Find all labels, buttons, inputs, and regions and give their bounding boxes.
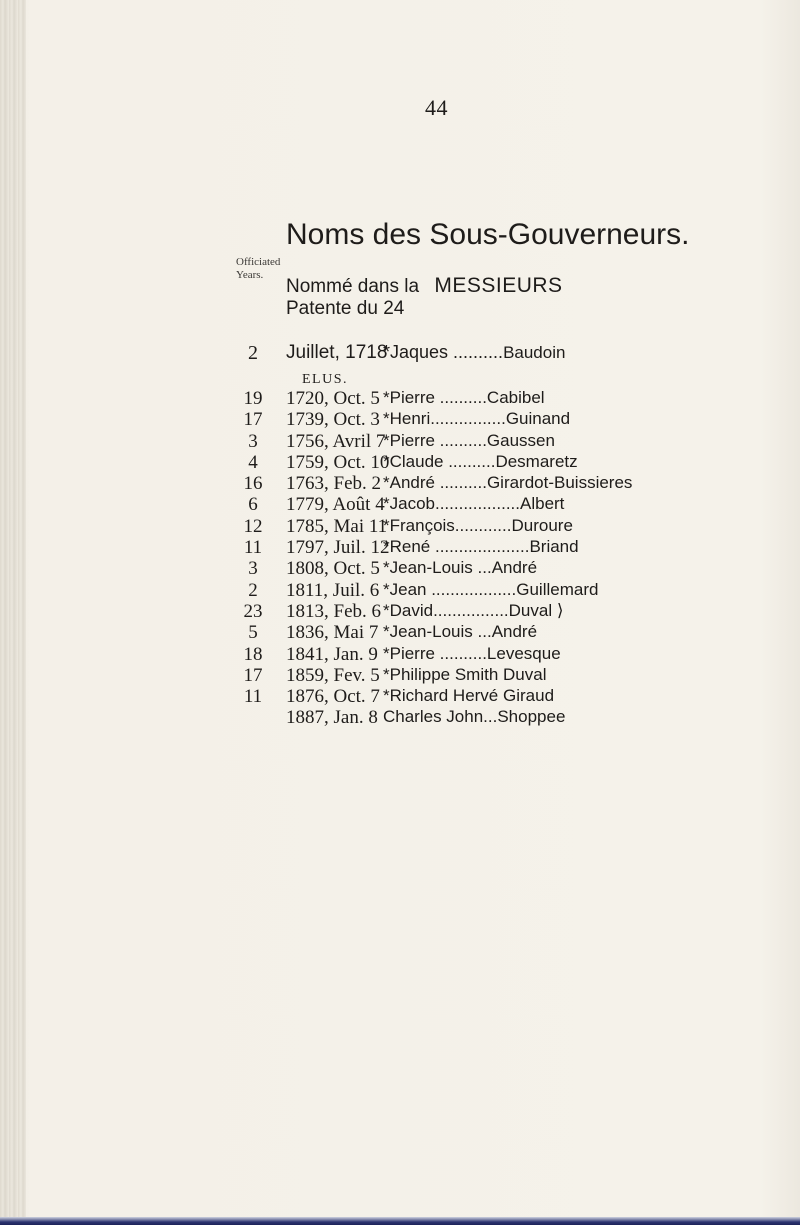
- entry-years: 17: [243, 409, 263, 431]
- entry-first-name: *Jaques ..........: [383, 342, 504, 362]
- entry-years: 16: [243, 473, 263, 495]
- entry-date: 1759, Oct. 10: [286, 451, 390, 473]
- entry-surname: Guinand: [505, 409, 571, 429]
- entry-date: 1756, Avril 7: [286, 430, 386, 452]
- entry-surname: Guillemard: [516, 579, 599, 599]
- entry-first-name: *René ....................: [383, 537, 530, 557]
- entry-surname: Gaussen: [486, 430, 555, 450]
- entry-name: [383, 644, 561, 664]
- entry-name: [383, 494, 564, 514]
- entry-date: 1720, Oct. 5: [286, 388, 380, 409]
- entry-years: 3: [248, 558, 258, 580]
- entry-date: 1763, Feb. 2: [286, 473, 381, 495]
- entry-surname: Desmaretz: [495, 451, 578, 471]
- entry-name: [383, 452, 578, 472]
- entry-surname: Cabibel: [486, 388, 545, 407]
- entry-first-name: *Jean-Louis ...: [383, 558, 492, 578]
- entry-first-name: *David................: [383, 600, 509, 620]
- column-header: [286, 274, 563, 320]
- entry-first-name: *Jean ..................: [383, 579, 517, 599]
- entry-surname: Duroure: [511, 515, 573, 535]
- entry-name: [383, 431, 555, 451]
- page-binding-edge: [0, 0, 26, 1225]
- entry-years: 2: [248, 579, 258, 601]
- entry-name: [383, 665, 546, 685]
- entry-date: 1797, Juil. 12: [286, 537, 390, 559]
- entry-date: 1859, Fev. 5: [286, 664, 380, 686]
- entry-years: 6: [248, 494, 258, 516]
- entry-first-name: *André ..........: [383, 473, 487, 493]
- entry-date: 1811, Juil. 6: [286, 579, 380, 601]
- entry-years: 18: [243, 643, 263, 665]
- entry-date: 1887, Jan. 8: [286, 707, 378, 729]
- entry-date: 1739, Oct. 3: [286, 409, 380, 431]
- entry-surname: Levesque: [486, 643, 561, 663]
- entry-years: 11: [243, 686, 263, 708]
- entry-date: 1841, Jan. 9: [286, 643, 378, 665]
- entry-first-name: *François............: [383, 515, 512, 535]
- entry-first-name: *Pierre ..........: [383, 388, 487, 407]
- officiated-years-label: [236, 256, 280, 282]
- entry-first-name: *Claude ..........: [383, 451, 496, 471]
- entry-name: [383, 622, 537, 642]
- entry-first-name: *Pierre ..........: [383, 643, 487, 663]
- entry-first-name: *Philippe Smith: [383, 664, 499, 684]
- entry-years: 2: [248, 342, 258, 364]
- entry-years: 19: [243, 388, 263, 409]
- entry-first-name: *Richard Hervé: [383, 686, 499, 706]
- page-title: Noms des Sous-Gouverneurs.: [286, 218, 690, 251]
- entry-years: 11: [243, 537, 263, 559]
- entry-surname: Albert: [520, 494, 565, 514]
- entry-surname: Giraud: [503, 686, 555, 706]
- entry-date: 1813, Feb. 6: [286, 600, 381, 622]
- entry-surname: André: [491, 622, 538, 642]
- officiated-label: Officiated: [236, 256, 281, 268]
- entry-name: [383, 686, 554, 706]
- entry-years: 5: [248, 622, 258, 644]
- header-messieurs-label: MESSIEURS: [434, 274, 563, 297]
- entry-name: [383, 342, 565, 363]
- header-patente-label: Patente du 24: [286, 298, 405, 319]
- entry-name: [383, 537, 579, 557]
- entry-surname: Shoppee: [497, 707, 566, 727]
- entry-first-name: *Jacob..................: [383, 494, 520, 514]
- entry-surname: Girardot-Buissieres: [486, 473, 633, 493]
- entry-first-name: Charles John...: [383, 707, 498, 727]
- entry-name: [383, 580, 598, 600]
- entry-date: 1876, Oct. 7: [286, 686, 380, 708]
- entry-name: [383, 707, 565, 727]
- entry-years: 17: [243, 664, 263, 686]
- entry-date: 1785, Mai 11: [286, 515, 388, 537]
- entry-name: [383, 409, 570, 429]
- entry-surname: Duval ⟩: [508, 600, 564, 620]
- entry-surname: André: [491, 558, 538, 578]
- entry-first-name: *Henri................: [383, 409, 506, 429]
- entry-surname: Baudoin: [503, 343, 566, 362]
- header-nomme-label: Nommé dans la: [286, 276, 420, 297]
- years-label: Years.: [236, 269, 264, 281]
- entry-date: 1836, Mai 7: [286, 622, 379, 644]
- entry-name: [383, 601, 563, 621]
- page-bottom-edge: [0, 1217, 800, 1225]
- entry-name: [383, 516, 573, 536]
- entry-name: [383, 558, 537, 578]
- entry-name: [383, 388, 545, 408]
- elus-heading: ELUS.: [302, 372, 348, 387]
- entry-date: Juillet, 1718: [286, 342, 388, 363]
- page-number: 44: [425, 95, 448, 120]
- entry-surname: Briand: [529, 537, 579, 557]
- entry-first-name: *Jean-Louis ...: [383, 622, 492, 642]
- entry-first-name: *Pierre ..........: [383, 430, 487, 450]
- entry-years: 12: [243, 515, 263, 537]
- entry-years: 4: [248, 451, 258, 473]
- entry-name: [383, 473, 632, 493]
- entry-date: 1779, Août 4: [286, 494, 385, 516]
- entry-years: 23: [243, 600, 263, 622]
- entry-surname: Duval: [503, 664, 547, 684]
- entry-years: 3: [248, 430, 258, 452]
- entry-date: 1808, Oct. 5: [286, 558, 380, 580]
